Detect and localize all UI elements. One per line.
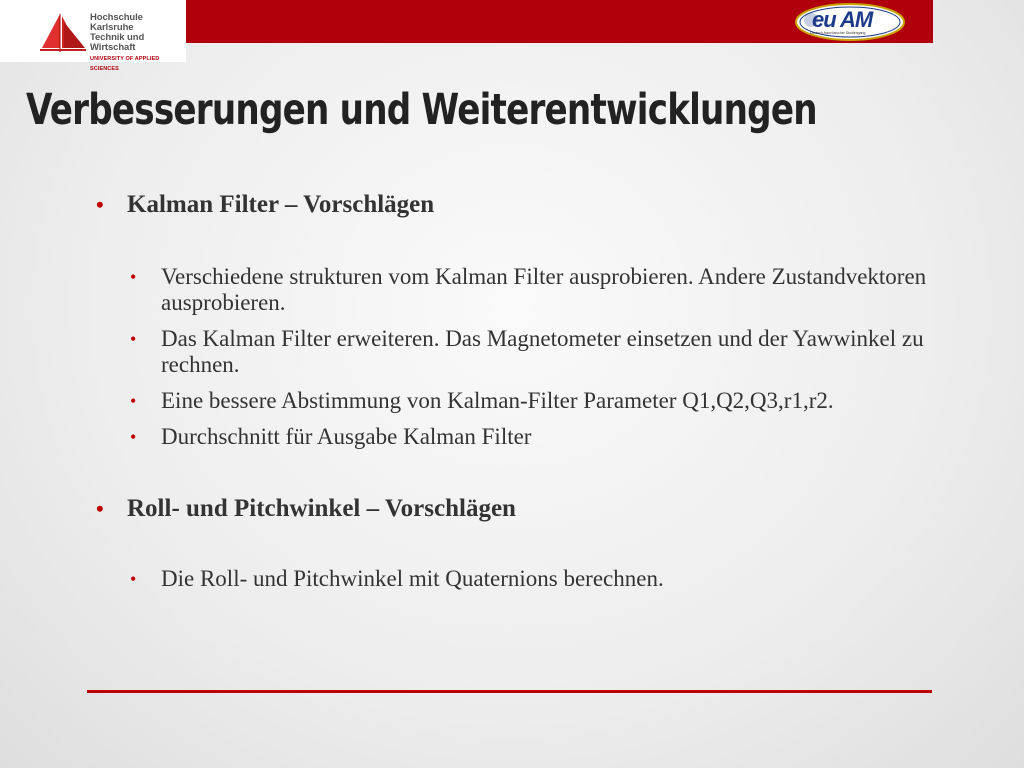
bullet-icon: • bbox=[130, 569, 137, 589]
bullet-icon: • bbox=[130, 427, 137, 447]
list-item-text: Durchschnitt für Ausgabe Kalman Filter bbox=[161, 424, 532, 449]
bullet-list bbox=[96, 566, 956, 592]
list-item bbox=[96, 388, 971, 414]
section-kalman bbox=[96, 190, 956, 450]
list-item bbox=[96, 326, 971, 378]
footer-divider bbox=[87, 690, 932, 693]
bullet-icon: • bbox=[130, 391, 137, 411]
list-item-text: Die Roll- und Pitchwinkel mit Quaternions berechnen. bbox=[161, 566, 664, 591]
section-heading bbox=[96, 494, 956, 524]
bullet-icon: • bbox=[96, 496, 104, 521]
bullet-icon: • bbox=[130, 329, 137, 349]
hochschule-sail-icon bbox=[38, 12, 88, 54]
list-item-text: Das Kalman Filter erweiteren. Das Magnetometer einsetzen und der Yawwinkel zu rechnen. bbox=[161, 326, 924, 377]
euam-logo-text: eu AM bbox=[812, 7, 873, 32]
logo-line-3: UNIVERSITY OF APPLIED SCIENCES bbox=[90, 56, 160, 72]
euam-logo-subtext: Deutsch-französischer Studiengang bbox=[810, 31, 866, 35]
bullet-list bbox=[96, 264, 956, 450]
bullet-icon: • bbox=[96, 192, 104, 217]
slide-title: Verbesserungen und Weiterentwicklungen bbox=[26, 85, 817, 135]
list-item bbox=[96, 264, 971, 316]
logo-line-1: Hochschule Karlsruhe bbox=[90, 12, 143, 33]
slide-content bbox=[96, 190, 956, 592]
section-roll-pitch bbox=[96, 494, 956, 592]
list-item-text: Eine bessere Abstimmung von Kalman-Filter Parameter Q1,Q2,Q3,r1,r2. bbox=[161, 388, 834, 413]
list-item bbox=[96, 424, 971, 450]
section-heading-text: Roll- und Pitchwinkel – Vorschlägen bbox=[127, 495, 516, 522]
list-item-text: Verschiedene strukturen vom Kalman Filter ausprobieren. Andere Zustandvektoren ausprobieren. bbox=[161, 264, 927, 315]
hochschule-logo-text bbox=[90, 13, 183, 74]
list-item bbox=[96, 566, 971, 592]
bullet-icon: • bbox=[130, 267, 137, 287]
hochschule-logo bbox=[38, 12, 183, 72]
logo-line-2: Technik und Wirtschaft bbox=[90, 32, 145, 53]
section-heading bbox=[96, 190, 956, 220]
euam-logo bbox=[794, 2, 906, 42]
section-heading-text: Kalman Filter – Vorschlägen bbox=[127, 191, 435, 218]
